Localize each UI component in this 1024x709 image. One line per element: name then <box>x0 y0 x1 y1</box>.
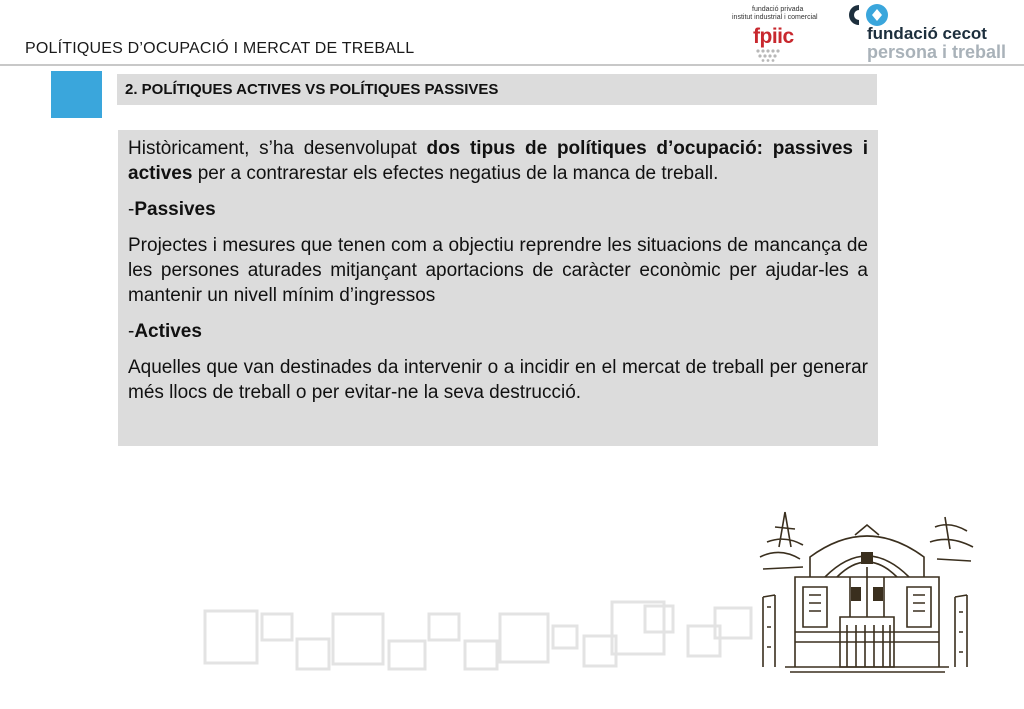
cecot-logo-line1: fundació cecot <box>867 24 987 43</box>
intro-text-end: per a contrarestar els efectes negatius de la manca de treball. <box>192 163 719 184</box>
actives-description: Aquelles que van destinades da intervenir o a incidir en el mercat de treball per generar més llocs de treball o per evitar-ne la seva destrucció. <box>128 357 868 403</box>
content-panel <box>118 130 878 446</box>
cecot-logo <box>843 2 1018 64</box>
fpiic-logo-brand: fpiic <box>753 25 794 48</box>
fpiic-dots-icon <box>754 48 788 62</box>
section-title: 2. POLÍTIQUES ACTIVES VS POLÍTIQUES PASSIVES <box>125 81 499 98</box>
cecot-logo-line2: persona i treball <box>867 42 1007 62</box>
passives-heading <box>128 197 868 222</box>
passives-description: Projectes i mesures que tenen com a objectiu reprendre les situacions de mancança de les persones aturades mitjançant aportacions de caràcter econòmic per ajudar-les a mantenir un nivell mínim d’ingressos <box>128 235 868 306</box>
fpiic-logo-line2: institut industrial i comercial <box>732 14 818 21</box>
building-sketch-illustration <box>755 507 979 677</box>
intro-text-bold: dos tipus de polítiques d’ocupació: passives i actives <box>128 138 868 184</box>
actives-label: Actives <box>134 321 202 342</box>
fpiic-logo-line1: fundació privada <box>752 6 804 13</box>
section-title-bar <box>117 74 877 105</box>
intro-text-start: Històricament, s’ha desenvolupat <box>128 138 427 159</box>
header-divider <box>0 64 1024 66</box>
actives-dash: - <box>128 321 135 342</box>
actives-heading <box>128 319 868 344</box>
page-header-title: POLÍTIQUES D’OCUPACIÓ I MERCAT DE TREBALL <box>25 40 415 57</box>
accent-square <box>51 71 102 118</box>
passives-label: Passives <box>134 199 216 220</box>
fpiic-logo <box>732 6 832 62</box>
intro-paragraph <box>128 136 868 186</box>
passives-dash: - <box>128 199 135 220</box>
decorative-squares <box>200 596 760 676</box>
